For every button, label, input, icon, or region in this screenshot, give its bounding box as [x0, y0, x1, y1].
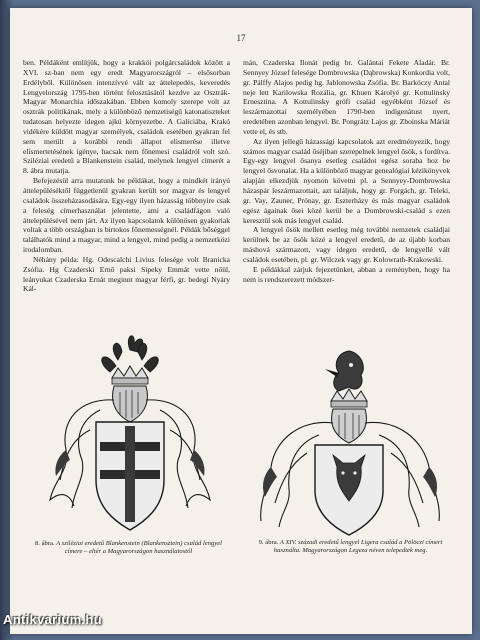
left-paragraph-3: Néhány példa: Hg. Odescalchi Livius felesége volt Branicka Zsófia. Hg Czaderski Ernő paksi Sipeky Emmát vette nőül, leányukat Czaderska Ernát meginnt magyar férfi, gr. bedegi Nyáry Kál-	[23, 254, 230, 294]
right-text-column	[243, 58, 450, 284]
figure-9-caption	[248, 539, 453, 555]
left-paragraph-2: Befejezésül arra mutatunk be példákat, hogy a mindkét irányú áttelepüléséktől függetlenül gyakran került sor magyar és lengyel családok összeházasodására. Egy-egy ilyen házasság többnyire csak a feleség címerhasználat jelentette, ami a családfágon való áttelepülésével nem járt. Az ilyen kapcsolatok különösen gyakoriak voltak a több országban is birtokos főnemességnél. Példák bőséggel találhatók mind a magyar, mind a lengyel, mind pedig a nemzetközi irodalomban.	[23, 176, 230, 255]
ligera-coat-of-arms-illustration	[253, 343, 453, 537]
right-paragraph-4: E példákkal zárjuk fejezetünket, abban a reményben, hogy ha nem is rendszerezett módszer-	[243, 264, 450, 284]
left-paragraph-1: ben. Példáként említjük, hogy a krakkói polgárcsaládok között a XVI. sz-ban nem egy eredt Magyarországról – elsősorban Erdélyből. Különösen intenzívvé vált az áttelepedés, keveredés Lengyelország 1795-ben történt felosztásától kezdve az Osztrák-Magyar Monarchia időszakában. Ebben komoly szerepe volt az osztrák politikának, mely a különböző nemzetiségű katonatiszteket tudatosan helyezte idegen ajkú környezetbe. A Galíciába, Krakó vidékére küldött magyar személyek, családok esetében gyakran fel sem merült a korábbi rendi állapot elismerése illetve elismertetésének igénye, hacsak nem főnemesi családról volt szó. Sziléziai eredetű a Blankenstein család, melynek lengyel címerét a 8. ábra mutatja.	[23, 58, 230, 176]
book-page	[10, 8, 472, 634]
left-text-column	[23, 58, 230, 294]
figure-8-caption-text: A sziléziai eredetű Blankenstein (Blankensztein) család lengyel címere – eltér a Magyarországon használatostól	[56, 540, 223, 555]
page-number: 17	[236, 33, 246, 43]
antikvarium-watermark: Antikvarium.hu	[3, 612, 102, 627]
figure-8-number: 8. ábra.	[34, 540, 55, 547]
right-paragraph-2: Az ilyen jellegű házassági kapcsolatok azt eredményezik, hogy számos magyar család őséjiban szerepelnek lengyel ősök, s fordítva. Egy-egy lengyel ősanya esetleg családot egész soraba hoz be lengyel ősvonalat. Ha a különböző magyar genealógiai kézikönyvek alapján elkezdjük nyomon követni pl. a Sennyey-Dombrowska házaspár leszármazottait, azt találjuk, hogy gr. Forgách, gr. Teleki, gr. Vay, Zauner, Prónay, gr. Eszterházy és más magyar családok egész ágainak ősei közé kerül be a Dombrowski-család s ezen keresztül sok más lengyel család.	[243, 136, 450, 225]
figure-9-caption-text: A XIV. századi eredetű lengyel Ligera család a Pölöczi címert használta. Magyarországon Legeza néven telepedtek meg.	[273, 539, 443, 554]
figure-8-caption	[26, 540, 231, 556]
right-paragraph-3: A lengyel ősök mellett esetleg még további nemzetek családjai kerülnek be az ősök közé a lengyel eredetű, de az újabb korban máshová származott, vagy idegen eredetű, de lengyellé vált családok esetében, pl. gr. Wilczek vagy gr. Kolowrath-Krakowski.	[243, 225, 450, 264]
right-paragraph-1: mán, Czaderska Ilonát pedig br. Galántai Fekete Aladár. Br. Sennyey József felesége Dombrowska (Dąbrowska) Konkordia volt, gr. Pálffy Alajos pedig hg. Jablonowska Zsófia. Br. Barkóczy Antal neje lett Karilowska Rozália, gr. Khuen Károlyé gr. Kottulinsky Ernesztina. A Kottulinsky grófi család egyébként József és leszármazottai személyében 1790-ben indigenátust nyert, eredetében azonban lengyel. Br. Pongrátz Lajos gr. Zboinska Máriát vette el, és stb.	[243, 58, 450, 136]
figure-9-number: 9. ábra.	[258, 539, 279, 546]
blankenstein-coat-of-arms-illustration	[40, 330, 220, 538]
